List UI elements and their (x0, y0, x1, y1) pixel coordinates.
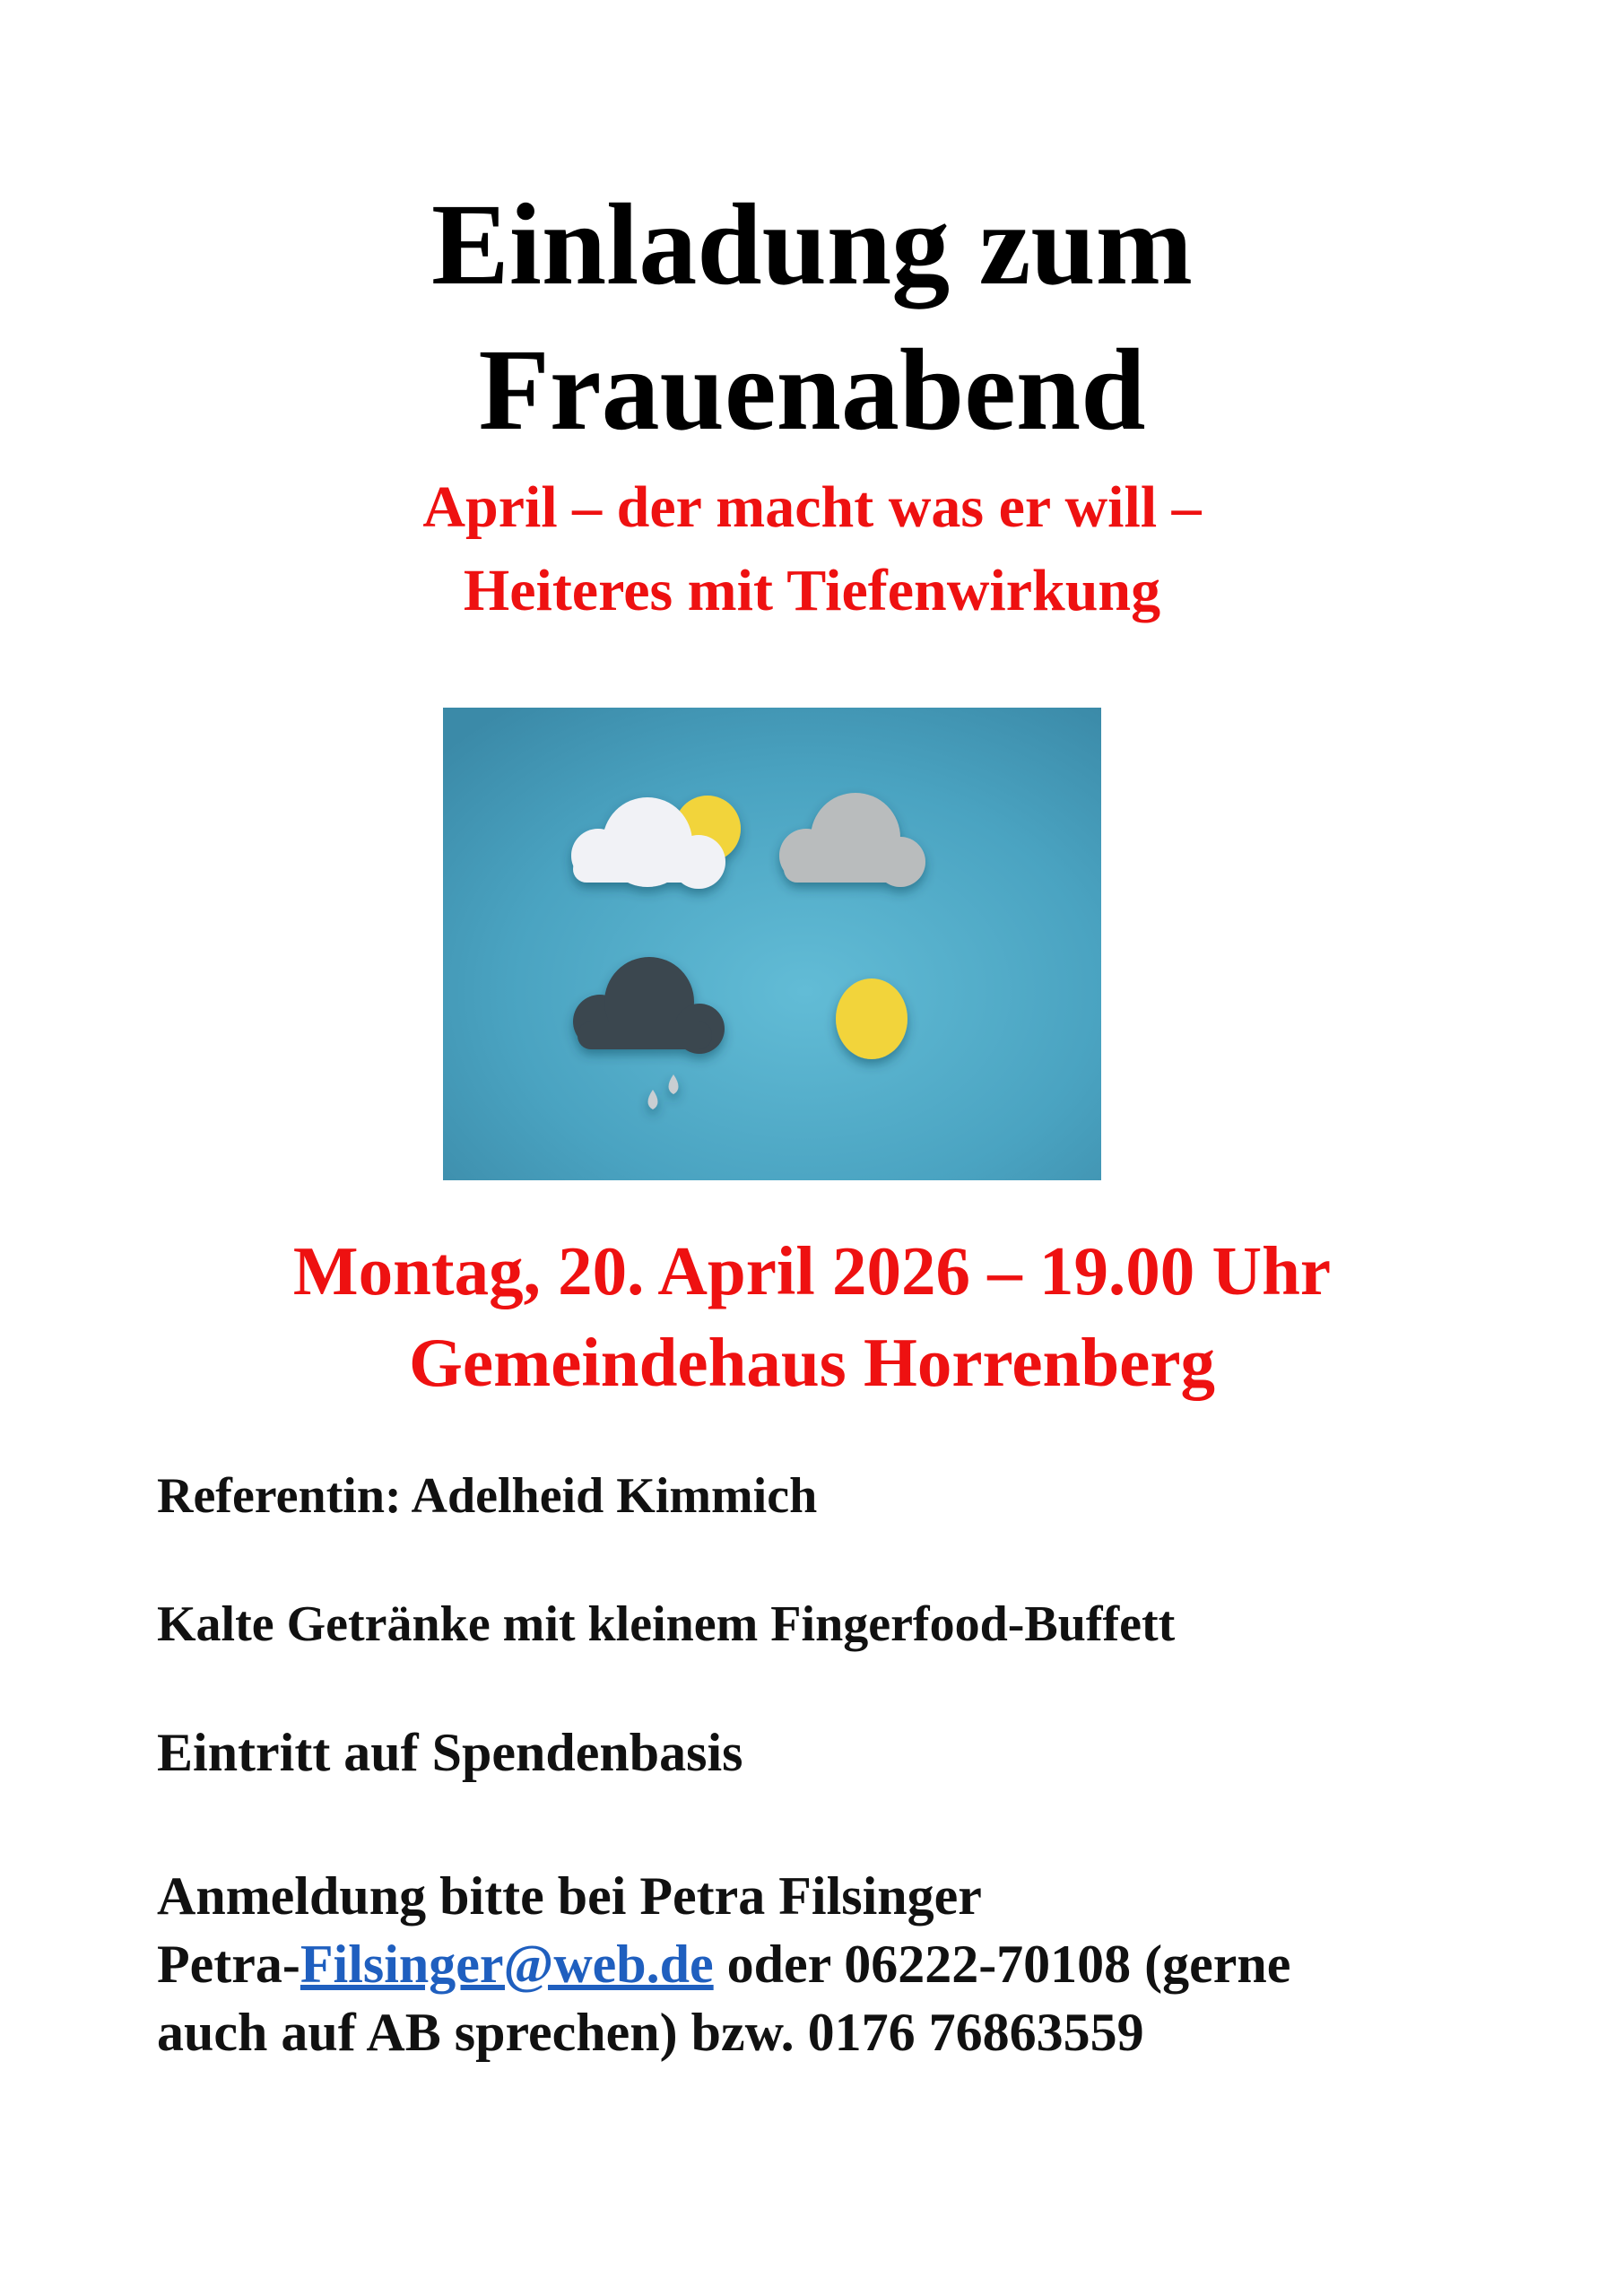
email-link[interactable]: Filsinger@web.de (300, 1935, 714, 1994)
catering-text: Kalte Getränke mit kleinem Fingerfood-Buffett (157, 1596, 1176, 1652)
admission-text: Eintritt auf Spendenbasis (157, 1723, 743, 1782)
registration-line-3: auch auf AB sprechen) bzw. 0176 76863559 (157, 2003, 1144, 2062)
email-prefix: Petra- (157, 1935, 300, 1994)
phone-text: oder 06222-70108 (gerne (713, 1935, 1291, 1994)
weather-image (443, 708, 1101, 1180)
title-line-2: Frauenabend (478, 326, 1146, 455)
registration-block (157, 1862, 1290, 2066)
event-date-time: Montag, 20. April 2026 – 19.00 Uhr (292, 1232, 1332, 1309)
subtitle-line-2: Heiteres mit Tiefenwirkung (463, 558, 1161, 623)
event-location: Gemeindehaus Horrenberg (409, 1324, 1215, 1401)
title-line-1: Einladung zum (431, 180, 1193, 309)
registration-line-1: Anmeldung bitte bei Petra Filsinger (157, 1866, 982, 1926)
speaker-text: Referentin: Adelheid Kimmich (157, 1468, 818, 1524)
subtitle-line-1: April – der macht was er will – (422, 474, 1202, 540)
registration-line-2 (157, 1930, 1290, 1998)
sun-icon (836, 978, 908, 1059)
